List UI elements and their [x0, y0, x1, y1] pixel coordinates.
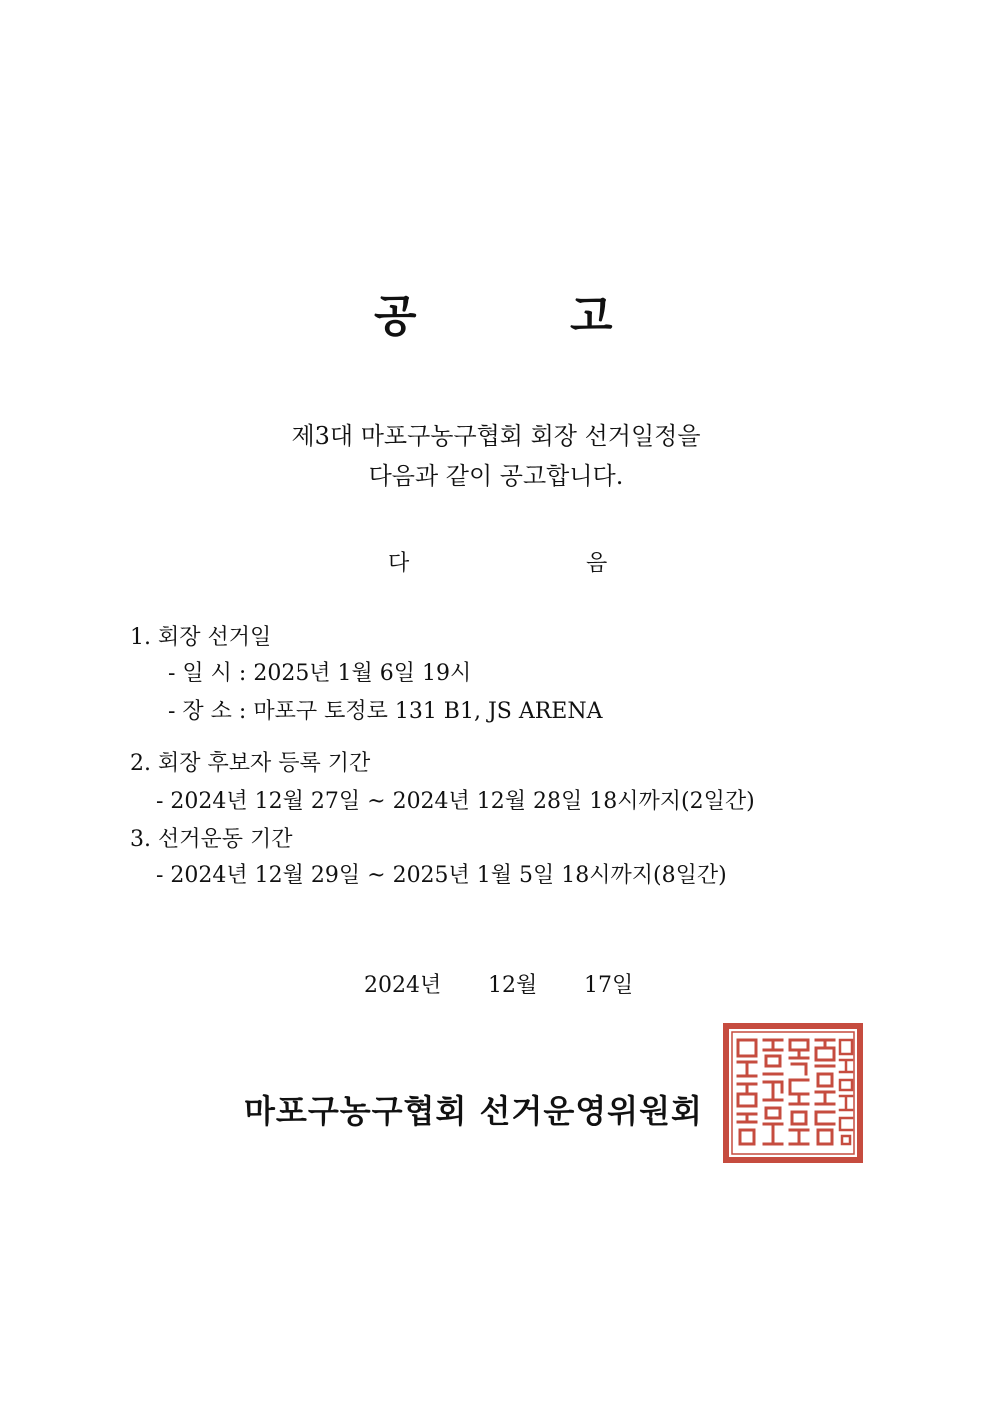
- seal-stamp-icon: [722, 1022, 864, 1164]
- item-2-line-1: - 2024년 12월 27일 ~ 2024년 12월 28일 18시까지(2일간): [156, 789, 755, 814]
- notice-heading-char-1: 다: [388, 551, 410, 576]
- issue-date-month: 12월: [488, 973, 538, 998]
- title-char-2: 고: [570, 291, 613, 342]
- intro-line-1: 제3대 마포구농구협회 회장 선거일정을: [291, 422, 701, 450]
- item-1-heading: 1. 회장 선거일: [130, 625, 272, 650]
- item-1-line-2: - 장 소 : 마포구 토정로 131 B1, JS ARENA: [168, 699, 603, 724]
- official-seal: [722, 1022, 864, 1164]
- title-char-1: 공: [374, 291, 417, 342]
- item-2-heading: 2. 회장 후보자 등록 기간: [130, 751, 371, 776]
- notice-heading-char-2: 음: [586, 551, 608, 576]
- issuer-name: 마포구농구협회 선거운영위원회: [244, 1092, 703, 1130]
- issue-date-year: 2024년: [364, 973, 442, 998]
- item-1-line-1: - 일 시 : 2025년 1월 6일 19시: [168, 661, 472, 686]
- intro-line-2: 다음과 같이 공고합니다.: [368, 462, 624, 490]
- issue-date-day: 17일: [584, 973, 634, 998]
- item-3-line-1: - 2024년 12월 29일 ~ 2025년 1월 5일 18시까지(8일간): [156, 863, 727, 888]
- document-title: [0, 280, 992, 340]
- item-3-heading: 3. 선거운동 기간: [130, 827, 293, 852]
